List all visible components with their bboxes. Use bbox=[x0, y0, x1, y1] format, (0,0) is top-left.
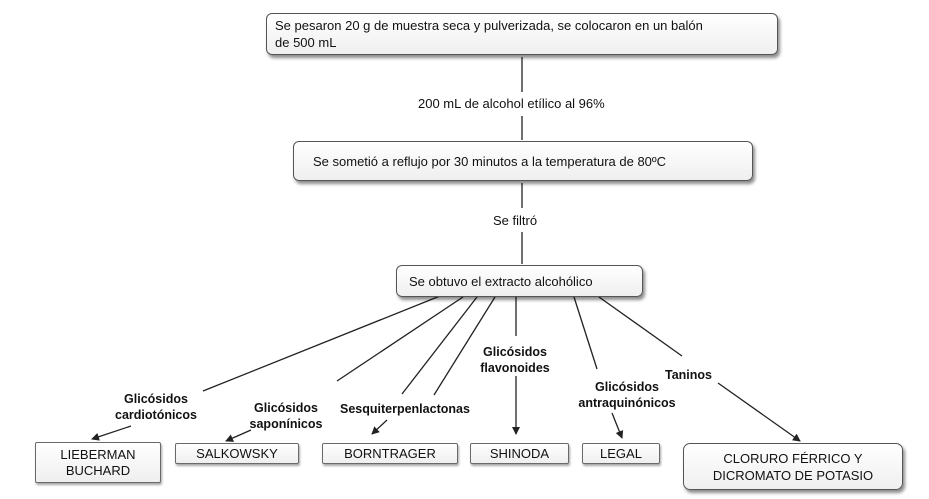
step-reflujo-text: Se sometió a reflujo por 30 minutos a la temperatura de 80ºC bbox=[313, 154, 667, 169]
arrow-borntrager bbox=[372, 420, 387, 434]
label-alcohol: 200 mL de alcohol etílico al 96% bbox=[418, 96, 605, 111]
label-filtro: Se filtró bbox=[493, 213, 538, 228]
test-legal-text: LEGAL bbox=[600, 446, 642, 461]
group-sesquiterpenlactonas-label bbox=[340, 401, 500, 417]
group-taninos-label bbox=[665, 367, 735, 383]
branch-cardiotonicos bbox=[203, 296, 440, 391]
group-flavonoides-label bbox=[465, 344, 565, 376]
test-borntrager-box bbox=[322, 443, 458, 464]
branch-antraquinonicos bbox=[574, 297, 597, 369]
test-cloruro-line-2: DICROMATO DE POTASIO bbox=[712, 468, 874, 483]
step-extracto-box bbox=[396, 265, 643, 297]
group-taninos-line-1: Taninos bbox=[665, 368, 712, 382]
group-saponinicos-label bbox=[236, 400, 336, 432]
test-lieberman-line-2: BUCHARD bbox=[65, 463, 131, 478]
test-shinoda-text: SHINODA bbox=[489, 446, 550, 461]
test-lieberman-buchard-box bbox=[35, 442, 161, 483]
group-flavonoides-line-1: Glicósidos bbox=[483, 345, 547, 359]
step-extracto-text: Se obtuvo el extracto alcohólico bbox=[409, 274, 593, 289]
test-cloruro-ferrico-box bbox=[683, 443, 903, 490]
test-salkowsky-text: SALKOWSKY bbox=[196, 446, 278, 461]
group-antraquinonicos-label bbox=[563, 379, 691, 411]
test-cloruro-line-1: CLORURO FÉRRICO Y bbox=[723, 451, 863, 466]
arrow-lieberman bbox=[92, 426, 131, 439]
group-cardiotonicos-line-2: cardiotónicos bbox=[115, 408, 197, 422]
group-cardiotonicos-label bbox=[96, 391, 216, 423]
step-pesaje-line-2: de 500 mL bbox=[275, 35, 337, 50]
step-pesaje-line-1: Se pesaron 20 g de muestra seca y pulverizada, se colocaron en un balón bbox=[275, 18, 703, 33]
group-antraquinonicos-line-2: antraquinónicos bbox=[578, 396, 676, 410]
arrow-legal bbox=[612, 413, 622, 438]
branch-taninos bbox=[599, 297, 682, 356]
group-saponinicos-line-1: Glicósidos bbox=[254, 401, 318, 415]
group-cardiotonicos-line-1: Glicósidos bbox=[124, 392, 188, 406]
test-borntrager-text: BORNTRAGER bbox=[344, 446, 436, 461]
test-legal-box bbox=[582, 443, 660, 464]
group-saponinicos-line-2: saponínicos bbox=[249, 417, 323, 431]
arrow-cloruro bbox=[718, 383, 800, 441]
test-lieberman-line-1: LIEBERMAN bbox=[60, 447, 136, 462]
test-shinoda-box bbox=[470, 443, 569, 464]
step-pesaje-box bbox=[266, 13, 778, 55]
test-salkowsky-box bbox=[175, 443, 299, 464]
step-reflujo-box bbox=[293, 141, 753, 181]
group-antraquinonicos-line-1: Glicósidos bbox=[595, 380, 659, 394]
group-sesquiterpenlactonas-line-1: Sesquiterpenlactonas bbox=[340, 402, 470, 416]
group-flavonoides-line-2: flavonoides bbox=[480, 361, 550, 375]
